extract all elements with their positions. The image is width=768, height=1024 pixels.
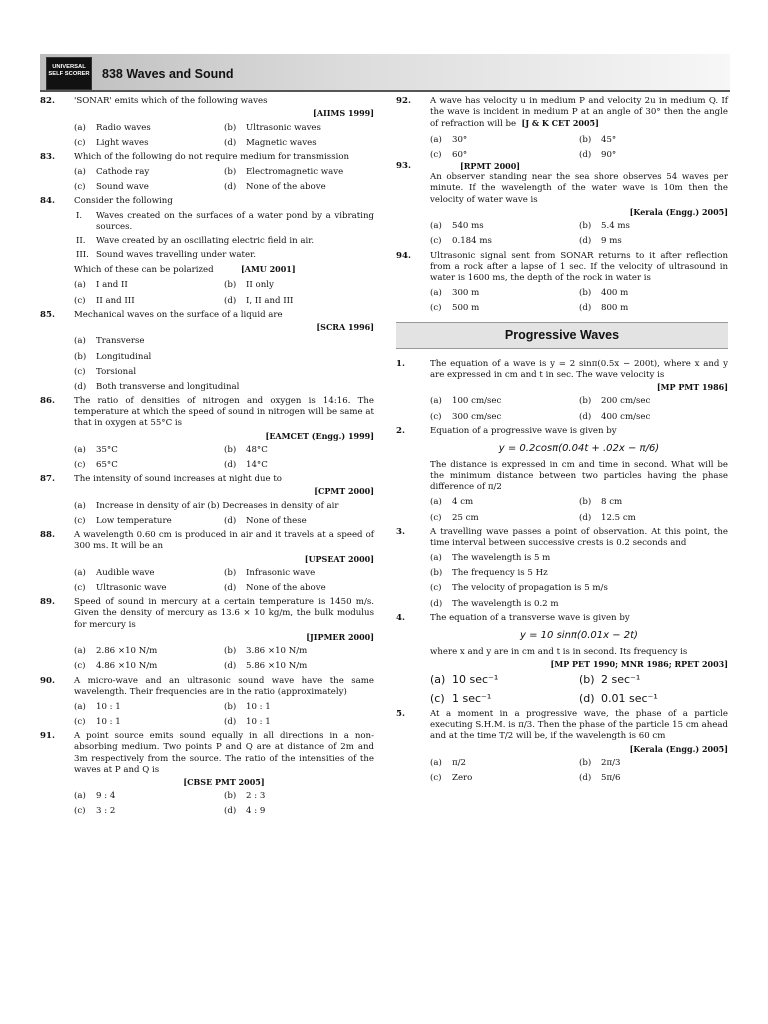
question-83: 83. Which of the following do not require medium for transmission (a) Cathode ray (b) Electromagnetic wave (c) Sound wave (d) None of the above: [40, 152, 374, 194]
question-94: 94. Ultrasonic signal sent from SONAR returns to it after reflection from a rock after a lapse of 1 sec. If the velocity of ultrasound in water is 1600 ms, the depth of the rock in water is (a) 300 m (b) 400 m (c) 500 m (d) 800 m: [396, 250, 728, 314]
page-header: [40, 54, 730, 92]
answer-option: (c) 500 m: [430, 303, 480, 314]
answer-option: (d) The wavelength is 0.2 m: [430, 598, 559, 609]
answer-option: (b) 400 m: [579, 288, 629, 299]
answer-option: (a) 30°: [430, 134, 468, 145]
answer-option: (d) None of the above: [224, 583, 326, 594]
answer-option: (c) Light waves: [74, 137, 149, 148]
answer-option: (d) 9 ms: [579, 236, 622, 247]
answer-option: (b) II only: [224, 280, 274, 291]
answer-option: (c) Torsional: [74, 366, 137, 377]
answer-option: (c) 4.86 ×10 N/m: [74, 661, 158, 672]
question-90: 90. A micro-wave and an ultrasonic sound wave have the same wavelength. Their frequencies are in the ratio (approximately) (a) 10 : 1 (b) 10 : 1 (c) 10 : 1 (d) 10 : 1: [40, 675, 374, 728]
answer-option: (b) Electromagnetic wave: [224, 167, 344, 178]
answer-option: (a) π/2: [430, 757, 467, 768]
answer-option: (b) Longitudinal: [74, 351, 152, 362]
answer-option: (d) 90°: [579, 149, 617, 160]
answer-option: (c) Sound wave: [74, 182, 149, 193]
publisher-logo: UNIVERSAL SELF SCORER: [46, 57, 92, 90]
answer-option: (d) 5π/6: [579, 773, 621, 784]
answer-option: (a) 10 sec⁻¹: [430, 673, 499, 687]
answer-option: (a) 35°C: [74, 444, 118, 455]
answer-option: (c) 0.184 ms: [430, 236, 492, 247]
answer-option: (a) 2.86 ×10 N/m: [74, 646, 158, 657]
answer-option: (a) Radio waves: [74, 122, 151, 133]
equation: y = 0.2cosπ(0.04t + .02x − π/6): [498, 442, 660, 454]
answer-option: (d) 5.86 ×10 N/m: [224, 661, 308, 672]
answer-option: (d) 400 cm/sec: [579, 411, 651, 422]
answer-option: (c) 25 cm: [430, 512, 479, 523]
answer-option: (a) 9 : 4: [74, 791, 116, 802]
answer-option: (b) Ultrasonic waves: [224, 122, 321, 133]
question-82: 82. 'SONAR' emits which of the following waves [AIIMS 1999] (a) Radio waves (b) Ultrasonic waves (c) Light waves (d) Magnetic waves: [40, 96, 374, 148]
question-89: 89. Speed of sound in mercury at a certain temperature is 1450 m/s. Given the density of mercury as 13.6 × 10 kg/m, the bulk modulus for mercury is [JIPMER 2000] (a) 2.86 ×10 N/m (b) 3.86 ×10 N/m (c) 4.86 ×10 N/m (d) 5.86 ×10 N/m: [40, 597, 374, 672]
answer-option: (b) 2 sec⁻¹: [579, 673, 641, 687]
answer-option: (c) 300 cm/sec: [430, 411, 502, 422]
answer-option: (d) 12.5 cm: [579, 512, 636, 523]
answer-option: (a) The wavelength is 5 m: [430, 553, 551, 564]
question-p2: 2. Equation of a progressive wave is given by y = 0.2cosπ(0.04t + .02x − π/6) The distance is expressed in cm and time in second. What will be the minimum distance between two particles having the phase difference of π/2 (a) 4 cm (b) 8 cm (c) 25 cm (d) 12.5 cm: [396, 425, 728, 523]
question-87: 87. The intensity of sound increases at night due to [CPMT 2000] (a) Increase in density of air (b) Decreases in density of air (c) Low temperature (d) None of these: [40, 474, 374, 527]
answer-option: (d) 14°C: [224, 460, 268, 471]
question-84: 84. Consider the following I. Waves created on the surfaces of a water pond by a vibrating sources. II. Wave created by an oscillating electric field in air. III. Sound waves travelling under water. Which of these can be polarized [AMU 2001] (a) I and II (b) II only (c) II and III (d) I, II and III: [40, 196, 374, 306]
answer-option: (d) None of these: [224, 516, 307, 527]
answer-option: (c) II and III: [74, 295, 135, 306]
answer-option: (a) 540 ms: [430, 221, 484, 232]
question-p4: 4. The equation of a transverse wave is given by y = 10 sinπ(0.01x − 2t) where x and y are in cm and t is in second. Its frequency is [MP PET 1990; MNR 1986; RPET 2003] (a) 10 sec⁻¹ (b) 2 sec⁻¹ (c) 1 sec⁻¹ (d) 0.01 sec⁻¹: [396, 612, 728, 705]
answer-option: (c) 65°C: [74, 460, 118, 471]
question-88: 88. A wavelength 0.60 cm is produced in air and it travels at a speed of 300 ms. It will be an [UPSEAT 2000] (a) Audible wave (b) Infrasonic wave (c) Ultrasonic wave (d) None of the above: [40, 530, 374, 594]
answer-option: (a) Increase in density of air (b) Decreases in density of air: [74, 500, 339, 511]
answer-option: (b) 10 : 1: [224, 701, 271, 712]
answer-option: (d) I, II and III: [224, 295, 294, 306]
right-column: [396, 96, 728, 787]
answer-option: (a) 10 : 1: [74, 701, 121, 712]
answer-option: (c) Ultrasonic wave: [74, 583, 167, 594]
answer-option: (b) Infrasonic wave: [224, 567, 316, 578]
answer-option: (b) The frequency is 5 Hz: [430, 568, 548, 579]
answer-option: (b) 3.86 ×10 N/m: [224, 646, 308, 657]
answer-option: (b) 8 cm: [579, 497, 623, 508]
answer-option: (a) 100 cm/sec: [430, 396, 502, 407]
answer-option: (b) 2 : 3: [224, 791, 266, 802]
answer-option: (c) The velocity of propagation is 5 m/s: [430, 583, 608, 594]
answer-option: (a) Cathode ray: [74, 167, 150, 178]
section-heading: Progressive Waves: [396, 322, 728, 348]
statement: II. Wave created by an oscillating electric field in air.: [76, 235, 315, 246]
answer-option: (d) 0.01 sec⁻¹: [579, 691, 658, 705]
question-93: 93. [RPMT 2000] An observer standing near the sea shore observes 54 waves per minute. If the wavelength of the water wave is 10m then the velocity of water wave is [Kerala (Engg.) 2005] (a) 540 ms (b) 5.4 ms (c) 0.184 ms (d) 9 ms: [396, 160, 728, 247]
answer-option: (d) Magnetic waves: [224, 137, 317, 148]
answer-option: (c) 3 : 2: [74, 806, 116, 817]
page-title: [102, 66, 234, 82]
answer-option: (a) Audible wave: [74, 567, 155, 578]
answer-option: (a) 300 m: [430, 288, 480, 299]
answer-option: (b) 200 cm/sec: [579, 396, 651, 407]
answer-option: (a) I and II: [74, 280, 128, 291]
answer-option: (b) 5.4 ms: [579, 221, 630, 232]
answer-option: (b) 2π/3: [579, 757, 621, 768]
question-85: 85. Mechanical waves on the surface of a liquid are [SCRA 1996] (a) Transverse (b) Longitudinal (c) Torsional (d) Both transverse and longitudinal: [40, 309, 374, 392]
answer-option: (c) 10 : 1: [74, 717, 121, 728]
question-p5: 5. At a moment in a progressive wave, the phase of a particle executing S.H.M. is π/3. Then the phase of the particle 15 cm ahead and at the time T/2 will be, if the wavelength is 60 cm [Kerala (Engg.) 2005] (a) π/2 (b) 2π/3 (c) Zero (d) 5π/6: [396, 709, 728, 784]
answer-option: (d) 4 : 9: [224, 806, 266, 817]
answer-option: (d) 800 m: [579, 303, 629, 314]
answer-option: (c) Low temperature: [74, 516, 172, 527]
answer-option: (c) 1 sec⁻¹: [430, 691, 492, 705]
answer-option: (b) 45°: [579, 134, 617, 145]
equation: y = 10 sinπ(0.01x − 2t): [520, 629, 638, 641]
statement: III. Sound waves travelling under water.: [76, 250, 256, 261]
left-column: [40, 96, 374, 821]
chapter-title: Waves and Sound: [126, 67, 234, 81]
question-86: 86. The ratio of densities of nitrogen and oxygen is 14:16. The temperature at which the speed of sound in nitrogen will be same at that in oxygen at 55°C is [EAMCET (Engg.) 1999] (a) 35°C (b) 48°C (c) 65°C (d) 14°C: [40, 396, 374, 471]
answer-option: (c) 60°: [430, 149, 468, 160]
answer-option: (d) Both transverse and longitudinal: [74, 381, 240, 392]
question-92: 92. A wave has velocity u in medium P and velocity 2u in medium Q. If the wave is incident in medium P at an angle of 30° then the angle of refraction will be [J & K CET 2005] (a) 30° (b) 45° (c) 60° (d) 90°: [396, 96, 728, 160]
answer-option: (b) 48°C: [224, 444, 268, 455]
question-p1: 1. The equation of a wave is y = 2 sinπ(0.5x − 200t), where x and y are expressed in cm and t in sec. The wave velocity is [MP PMT 1986] (a) 100 cm/sec (b) 200 cm/sec (c) 300 cm/sec (d) 400 cm/sec: [396, 358, 728, 422]
statement: I. Waves created on the surfaces of a water pond by a vibrating sources.: [76, 210, 374, 232]
question-91: 91. A point source emits sound equally in all directions in a non-absorbing medium. Two points P and Q are at distance of 2m and 3m respectively from the source. The ratio of the intensities of the waves at P and Q is [CBSE PMT 2005] (a) 9 : 4 (b) 2 : 3 (c) 3 : 2 (d) 4 : 9: [40, 731, 374, 817]
answer-option: (c) Zero: [430, 773, 473, 784]
question-p3: 3. A travelling wave passes a point of observation. At this point, the time interval between successive crests is 0.2 seconds and (a) The wavelength is 5 m (b) The frequency is 5 Hz (c) The velocity of propagation is 5 m/s (d) The wavelength is 0.2 m: [396, 526, 728, 609]
answer-option: (a) 4 cm: [430, 497, 474, 508]
answer-option: (d) None of the above: [224, 182, 326, 193]
answer-option: (a) Transverse: [74, 336, 145, 347]
answer-option: (d) 10 : 1: [224, 717, 271, 728]
page-number: 838: [102, 67, 123, 81]
